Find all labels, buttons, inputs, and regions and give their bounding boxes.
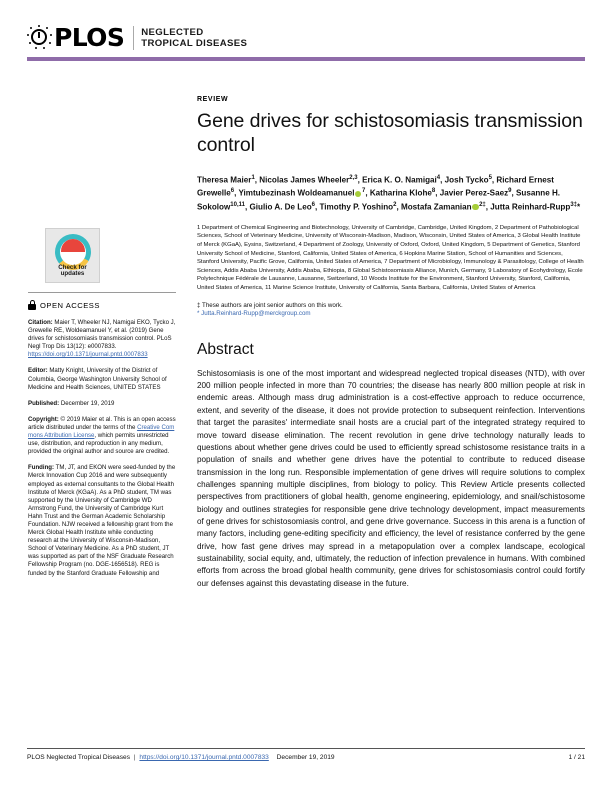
open-access-badge	[28, 300, 176, 310]
copyright-block	[28, 416, 176, 456]
footer-divider	[27, 748, 585, 749]
citation-doi-link[interactable]: https://doi.org/10.1371/journal.pntd.0007833	[28, 351, 148, 359]
page-footer	[27, 754, 585, 761]
editor-block	[28, 367, 176, 391]
license-link[interactable]: Creative Commons Attribution License	[28, 423, 175, 440]
masthead-divider	[133, 26, 134, 50]
published-text: December 19, 2019	[59, 399, 115, 407]
citation-label: Citation:	[28, 319, 53, 326]
author-list: Theresa Maier$^1$, Nicolas James Wheeler$^{2,3}$, Erica K. O. Namigai$^4$, Josh Tycko$^5$, Richard Ernest Grewelle$^6$, Yimtubezinash Woldeamanuel $^7$, Katharina Klohe$^8$, Javier Perez-Saez$^9$, Susanne H. Sokolow$^{10,11}$, Giulio A. De Leo$^6$, Timothy P. Yoshino$^2$, Mostafa Zamanian $^{2\ddagger}$, Jutta Reinhard-Rupp$^{3\ddagger}$*	[197, 175, 581, 212]
citation-text: Maier T, Wheeler NJ, Namigai EKO, Tycko J, Grewelle RE, Woldeamanuel Y, et al. (2019) Gene drives for schistosomiasis transmission control. PLoS Negl Trop Dis 13(12): e0007833.	[28, 319, 176, 351]
footer-journal: PLOS Neglected Tropical Diseases	[27, 754, 130, 761]
plos-wordmark: PLOS	[54, 23, 125, 52]
masthead-rule	[27, 57, 585, 61]
published-label: Published:	[28, 399, 60, 407]
footer-page-number: 1 / 21	[568, 754, 585, 761]
funding-label: Funding:	[28, 464, 55, 472]
affiliation-list: 1 Department of Chemical Engineering and Biotechnology, University of Cambridge, Cambridge, United Kingdom, 2 Department of Pathobiological Sciences, School of Veterinary Medicine, University of Wisconsin-Madison, Madison, Wisconsin, United States of America, 3 Global Health Institute of Merck (KGaA), Eysins, Switzerland, 4 Department of Zoology, University of Oxford, Oxford, United Kingdom, 5 Department of Genetics, Stanford University School of Medicine, Stanford, California, United States of America, 6 Hopkins Marine Station, School of Humanities and Sciences, Stanford University, Pacific Grove, California, United States of America, 7 Department of Microbiology, Immunology & Parasitology, College of Health Sciences, Addis Ababa University, Addis Ababa, Ethiopia, 8 Global Schistosomiasis Alliance, Munich, Germany, 9 Laboratory of Ecohydrology, Ecole Polytechnique Fédérale de Lausanne, Lausanne, Switzerland, 10 Woods Institute for the Environment, Stanford University, Stanford, California, United States of America, 11 Marine Science Institute, University of California, Santa Barbara, California, United States of America	[197, 224, 584, 291]
crossmark-badge[interactable]	[45, 228, 100, 283]
sidebar-divider	[28, 292, 176, 293]
abstract-text: Schistosomiasis is one of the most important and widespread neglected tropical diseases (NTD), with over 200 million people infected in more than 70 countries; the disease has nearly 800 million people at risk in endemic areas. Although mass drug administration is a cost-effective approach to reduce occurrence, extent, and severity of the disease, it does not provide protection to subsequent reinfection. Interventions that target the parasites' intermediate snail hosts are a crucial part of the integrated strategy required to move toward disease elimination. The recent revolution in gene drive technology naturally leads to questions about whether gene drives could be used to efficiently spread schistosome resistance traits in a population of snails and whether gene drives have the potential to contribute to reduced disease transmission in the long run. Responsible implementation of gene drives will require solutions to complex challenges spanning multiple disciplines, from biology to policy. This Review Article presents collected perspectives from practitioners of global health, genome engineering, epidemiology, and snail/schistosome biology and outlines strategies for responsible gene drive technology development, impact measurements of gene drives for schistosomiasis control, and gene drive governance. Success in this arena is a function of many factors, including gene-editing specificity and efficiency, the level of resistance conferred by the gene drive, how fast gene drives may spread in a metapopulation over a complex landscape, ecological sustainability, social equity, and, ultimately, the reduction of infection prevalence in humans. With combined efforts from across the broad global health community, gene drives for schistosomiasis control could fortify our defenses against this devastating disease in the future.	[197, 368, 585, 588]
footer-left	[27, 754, 335, 761]
crossmark-label	[46, 265, 99, 278]
journal-title-line2: TROPICAL DISEASES	[141, 38, 248, 49]
published-block	[28, 400, 176, 408]
article-main	[197, 96, 585, 590]
footer-date: December 19, 2019	[276, 754, 335, 761]
author-notes	[197, 302, 585, 319]
footer-separator: |	[133, 754, 136, 761]
funding-block	[28, 464, 176, 577]
journal-title-line1: NEGLECTED	[141, 26, 204, 38]
abstract-heading: Abstract	[197, 340, 254, 358]
editor-text: Matty Knight, University of the District of Columbia, George Washington University School of Medicine and Health Sciences, UNITED STATES	[28, 367, 167, 391]
funding-text: TM, JT, and EKON were seed-funded by the Merck Innovation Cup 2016 and were subsequently employed as external consultants to the Global Health Institute of Merck (KGaA). As a PhD student, TM was supported by the University of Cambridge WD Armstrong Fund, the University of Cambridge Kurt Hahn Trust and the German Academic Scholarship Foundation. NJW received a fellowship grant from the Merck Global Health Institute while conducting research at the University of Wisconsin-Madison, School of Veterinary Medicine. As a PhD student, JT was supported as part of the NSF Graduate Research Fellowship Program (no. DGE-1656518). REG is funded by the Stanford Graduate Fellowship and	[28, 464, 176, 577]
open-access-label: OPEN ACCESS	[40, 300, 100, 310]
plos-sun-icon	[27, 25, 53, 51]
plos-logo[interactable]	[27, 24, 585, 52]
citation-block	[28, 319, 176, 359]
corresponding-author-email[interactable]: * Jutta.Reinhard-Rupp@merckgroup.com	[197, 310, 311, 318]
editor-label: Editor:	[28, 367, 48, 375]
article-type-kicker: REVIEW	[197, 96, 229, 103]
sidebar-metadata	[28, 228, 176, 586]
lock-icon	[28, 300, 36, 310]
copyright-text-before: © 2019 Maier et al. This is an open access article distributed under the terms of the	[28, 415, 176, 431]
crossmark-label-line2: updates	[60, 270, 85, 278]
page-title: Gene drives for schistosomiasis transmission control	[197, 110, 583, 156]
footer-doi-link[interactable]: https://doi.org/10.1371/journal.pntd.0007833	[139, 754, 269, 761]
crossmark-label-line1: Check for	[58, 263, 87, 271]
copyright-label: Copyright:	[28, 415, 59, 423]
joint-authors-note: ‡ These authors are joint senior authors on this work.	[197, 301, 343, 309]
journal-title	[141, 27, 247, 49]
copyright-text-after: , which permits unrestricted use, distribution, and reproduction in any medium, provided the original author and source are credited.	[28, 432, 170, 456]
